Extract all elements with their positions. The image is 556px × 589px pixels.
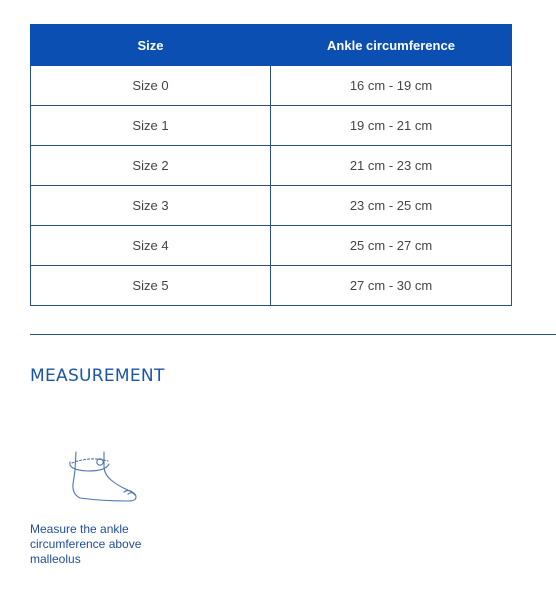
measurement-title: MEASUREMENT (30, 366, 165, 386)
size-cell: Size 2 (31, 146, 271, 186)
table-row (31, 186, 512, 226)
table-row (31, 266, 512, 306)
size-cell: Size 0 (31, 66, 271, 106)
size-cell: Size 4 (31, 226, 271, 266)
column-header-ankle-circumference: Ankle circumference (271, 25, 512, 66)
table-row (31, 226, 512, 266)
size-table (30, 24, 512, 306)
table-row (31, 146, 512, 186)
table-row (31, 106, 512, 146)
circumference-cell: 21 cm - 23 cm (271, 146, 512, 186)
table-row (31, 66, 512, 106)
measurement-caption: Measure the ankle circumference above malleolus (30, 522, 142, 566)
size-cell: Size 3 (31, 186, 271, 226)
circumference-cell: 19 cm - 21 cm (271, 106, 512, 146)
table-header-row (31, 25, 512, 66)
size-cell: Size 5 (31, 266, 271, 306)
circumference-cell: 16 cm - 19 cm (271, 66, 512, 106)
circumference-cell: 27 cm - 30 cm (271, 266, 512, 306)
circumference-cell: 23 cm - 25 cm (271, 186, 512, 226)
section-divider (30, 334, 556, 335)
circumference-cell: 25 cm - 27 cm (271, 226, 512, 266)
size-cell: Size 1 (31, 106, 271, 146)
column-header-size: Size (31, 25, 271, 66)
foot-ankle-icon (62, 448, 144, 510)
